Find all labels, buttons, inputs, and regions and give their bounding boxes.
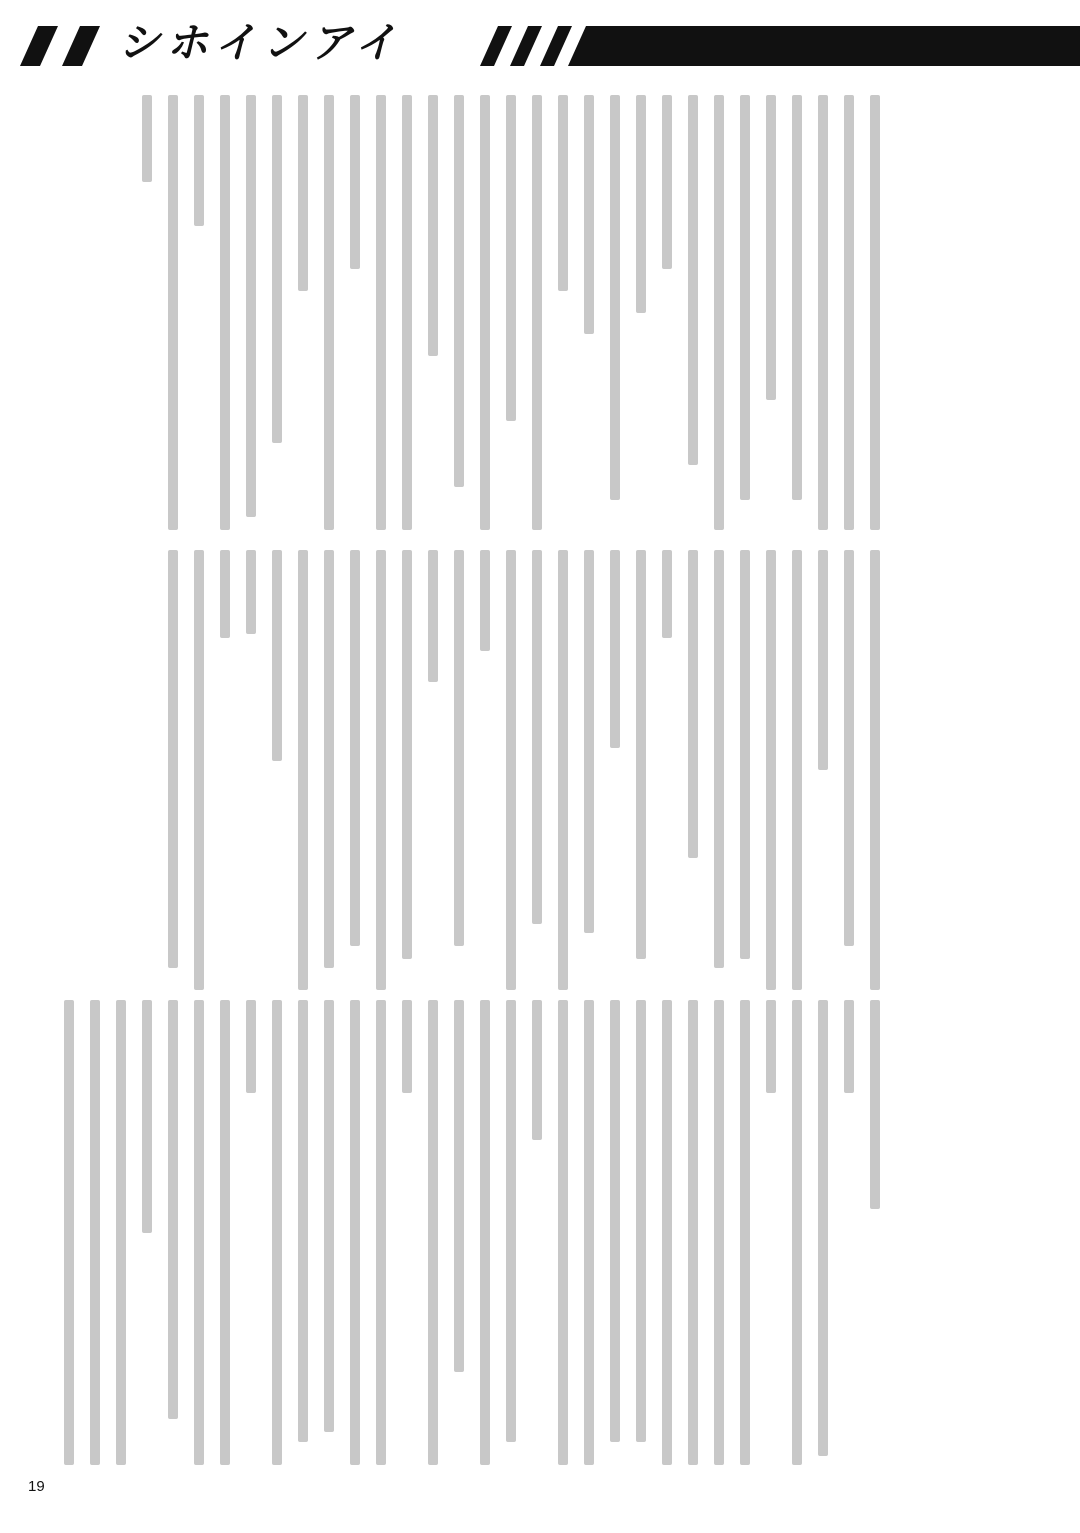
text-column-placeholder bbox=[688, 1000, 698, 1465]
text-column-placeholder bbox=[194, 550, 204, 990]
page-number: 19 bbox=[28, 1478, 45, 1495]
text-column-placeholder bbox=[64, 1000, 74, 1465]
text-column-placeholder bbox=[636, 550, 646, 959]
text-column-placeholder bbox=[766, 95, 776, 400]
text-column-placeholder bbox=[844, 550, 854, 946]
text-column-placeholder bbox=[792, 550, 802, 990]
text-column-placeholder bbox=[714, 1000, 724, 1465]
text-column-placeholder bbox=[870, 1000, 880, 1209]
text-column-placeholder bbox=[636, 1000, 646, 1442]
text-column-placeholder bbox=[428, 95, 438, 356]
text-column-placeholder bbox=[506, 550, 516, 990]
text-column-placeholder bbox=[116, 1000, 126, 1465]
text-column-placeholder bbox=[844, 1000, 854, 1093]
text-column-placeholder bbox=[376, 1000, 386, 1465]
text-column-placeholder bbox=[272, 1000, 282, 1465]
text-column-placeholder bbox=[584, 550, 594, 933]
text-column-placeholder bbox=[662, 550, 672, 638]
text-column-placeholder bbox=[766, 1000, 776, 1093]
text-column-placeholder bbox=[298, 1000, 308, 1442]
text-column-placeholder bbox=[870, 95, 880, 530]
text-column-placeholder bbox=[610, 1000, 620, 1442]
text-column-placeholder bbox=[844, 95, 854, 530]
text-column-placeholder bbox=[454, 1000, 464, 1372]
text-column-placeholder bbox=[532, 550, 542, 924]
text-column-placeholder bbox=[792, 1000, 802, 1465]
text-column-placeholder bbox=[584, 95, 594, 334]
text-column-placeholder bbox=[480, 550, 490, 651]
text-column-placeholder bbox=[246, 1000, 256, 1093]
text-column-placeholder bbox=[792, 95, 802, 500]
text-column-placeholder bbox=[662, 1000, 672, 1465]
text-column-placeholder bbox=[610, 550, 620, 748]
text-column-placeholder bbox=[714, 95, 724, 530]
text-column-placeholder bbox=[324, 1000, 334, 1432]
text-tier-top bbox=[80, 95, 880, 530]
text-column-placeholder bbox=[402, 95, 412, 530]
text-column-placeholder bbox=[506, 1000, 516, 1442]
text-tier-middle bbox=[80, 550, 880, 990]
text-column-placeholder bbox=[350, 95, 360, 269]
text-column-placeholder bbox=[454, 95, 464, 487]
text-column-placeholder bbox=[376, 95, 386, 530]
text-column-placeholder bbox=[272, 550, 282, 761]
text-column-placeholder bbox=[350, 1000, 360, 1465]
text-column-placeholder bbox=[454, 550, 464, 946]
text-column-placeholder bbox=[610, 95, 620, 500]
text-column-placeholder bbox=[324, 95, 334, 530]
text-column-placeholder bbox=[584, 1000, 594, 1465]
text-column-placeholder bbox=[870, 550, 880, 990]
text-column-placeholder bbox=[688, 550, 698, 858]
text-column-placeholder bbox=[480, 95, 490, 530]
text-column-placeholder bbox=[818, 1000, 828, 1456]
text-column-placeholder bbox=[168, 95, 178, 530]
text-column-placeholder bbox=[714, 550, 724, 968]
text-column-placeholder bbox=[506, 95, 516, 421]
text-column-placeholder bbox=[90, 1000, 100, 1465]
text-column-placeholder bbox=[220, 1000, 230, 1465]
text-column-placeholder bbox=[402, 550, 412, 959]
text-column-placeholder bbox=[532, 95, 542, 530]
text-column-placeholder bbox=[272, 95, 282, 443]
text-column-placeholder bbox=[220, 95, 230, 530]
text-column-placeholder bbox=[688, 95, 698, 465]
text-column-placeholder bbox=[298, 95, 308, 291]
text-column-placeholder bbox=[558, 550, 568, 990]
text-tier-bottom bbox=[80, 1000, 880, 1465]
text-column-placeholder bbox=[168, 1000, 178, 1419]
text-column-placeholder bbox=[376, 550, 386, 990]
page-title: シホインアイ bbox=[118, 18, 403, 67]
text-column-placeholder bbox=[532, 1000, 542, 1140]
text-column-placeholder bbox=[740, 1000, 750, 1465]
text-column-placeholder bbox=[402, 1000, 412, 1093]
text-column-placeholder bbox=[740, 550, 750, 959]
text-column-placeholder bbox=[558, 1000, 568, 1465]
text-column-placeholder bbox=[636, 95, 646, 313]
text-column-placeholder bbox=[766, 550, 776, 990]
text-column-placeholder bbox=[298, 550, 308, 990]
text-column-placeholder bbox=[194, 1000, 204, 1465]
text-column-placeholder bbox=[142, 95, 152, 182]
text-column-placeholder bbox=[350, 550, 360, 946]
text-column-placeholder bbox=[194, 95, 204, 226]
text-column-placeholder bbox=[428, 550, 438, 682]
text-column-placeholder bbox=[662, 95, 672, 269]
text-column-placeholder bbox=[220, 550, 230, 638]
text-column-placeholder bbox=[558, 95, 568, 291]
text-column-placeholder bbox=[142, 1000, 152, 1233]
text-column-placeholder bbox=[428, 1000, 438, 1465]
text-column-placeholder bbox=[818, 95, 828, 530]
text-column-placeholder bbox=[168, 550, 178, 968]
text-column-placeholder bbox=[818, 550, 828, 770]
text-column-placeholder bbox=[740, 95, 750, 500]
text-column-placeholder bbox=[246, 95, 256, 517]
text-column-placeholder bbox=[324, 550, 334, 968]
text-column-placeholder bbox=[246, 550, 256, 634]
text-column-placeholder bbox=[480, 1000, 490, 1465]
